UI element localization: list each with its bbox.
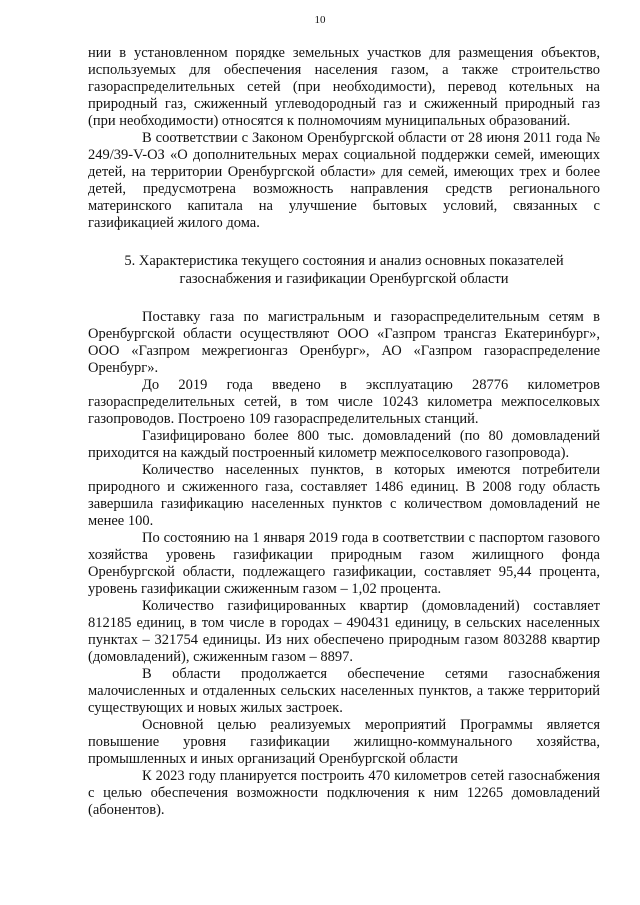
paragraph-remote-settlements: В области продолжается обеспечение сетями газоснабжения малочисленных и отдаленных сельских населенных пунктов, а также территорий существующих и новых жилых застроек. — [88, 666, 600, 716]
paragraph-law-reference: В соответствии с Законом Оренбургской области от 28 июня 2011 года № 249/39-V-ОЗ «О дополнительных мерах социальной поддержки семей, имеющих детей, на территории Оренбургской области» для семей, имеющих трех и более детей, предусмотрена возможность направления средств регионального материнского капитала на улучшение бытовых условий, связанных с газификацией жилого дома. — [88, 130, 600, 231]
section-heading — [88, 252, 600, 288]
paragraph-settlements-count: Количество населенных пунктов, в которых имеются потребители природного и сжиженного газа, составляет 1486 единиц. В 2008 году область завершила газификацию населенных пунктов с количеством домовладений не менее 100. — [88, 462, 600, 529]
paragraph-continuation: нии в установленном порядке земельных участков для размещения объектов, используемых для обеспечения населения газом, а также строительство газораспределительных сетей (при необходимости), перевод котельных на природный газ, сжиженный углеводородный газ и сжиженный природный газ (при необходимости) относятся к полномочиям муниципальных образований. — [88, 45, 600, 129]
paragraph-gasification-level: По состоянию на 1 января 2019 года в соответствии с паспортом газового хозяйства уровень газификации природным газом жилищного фонда Оренбургской области, подлежащего газификации, составляет 95,44 процента, уровень газификации сжиженным газом – 1,02 процента. — [88, 530, 600, 597]
section-heading-line-1: 5. Характеристика текущего состояния и анализ основных показателей — [124, 253, 564, 269]
page-number: 10 — [314, 14, 326, 26]
paragraph-plan-2023: К 2023 году планируется построить 470 километров сетей газоснабжения с целью обеспечения возможности подключения к ним 12265 домовладений (абонентов). — [88, 768, 600, 818]
paragraph-gas-suppliers: Поставку газа по магистральным и газораспределительным сетям в Оренбургской области осуществляют ООО «Газпром трансгаз Екатеринбург», ООО «Газпром межрегионгаз Оренбург», АО «Газпром газораспределение Оренбург». — [88, 309, 600, 376]
paragraph-apartments-count: Количество газифицированных квартир (домовладений) составляет 812185 единиц, в том числе в городах – 490431 единицу, в сельских населенных пунктах – 321754 единицы. Из них обеспечено природным газом 803288 квартир (домовладений), сжиженным газом – 8897. — [88, 598, 600, 665]
paragraph-program-goal: Основной целью реализуемых мероприятий Программы является повышение уровня газификации жилищно-коммунального хозяйства, промышленных и иных организаций Оренбургской области — [88, 717, 600, 767]
section-heading-line-2: газоснабжения и газификации Оренбургской области — [179, 271, 509, 287]
document-body — [88, 45, 600, 819]
paragraph-networks-built: До 2019 года введено в эксплуатацию 28776 километров газораспределительных сетей, в том числе 10243 километра межпоселковых газопроводов. Построено 109 газораспределительных станций. — [88, 377, 600, 427]
paragraph-households-gasified: Газифицировано более 800 тыс. домовладений (по 80 домовладений приходится на каждый построенный километр межпоселкового газопровода). — [88, 428, 600, 461]
